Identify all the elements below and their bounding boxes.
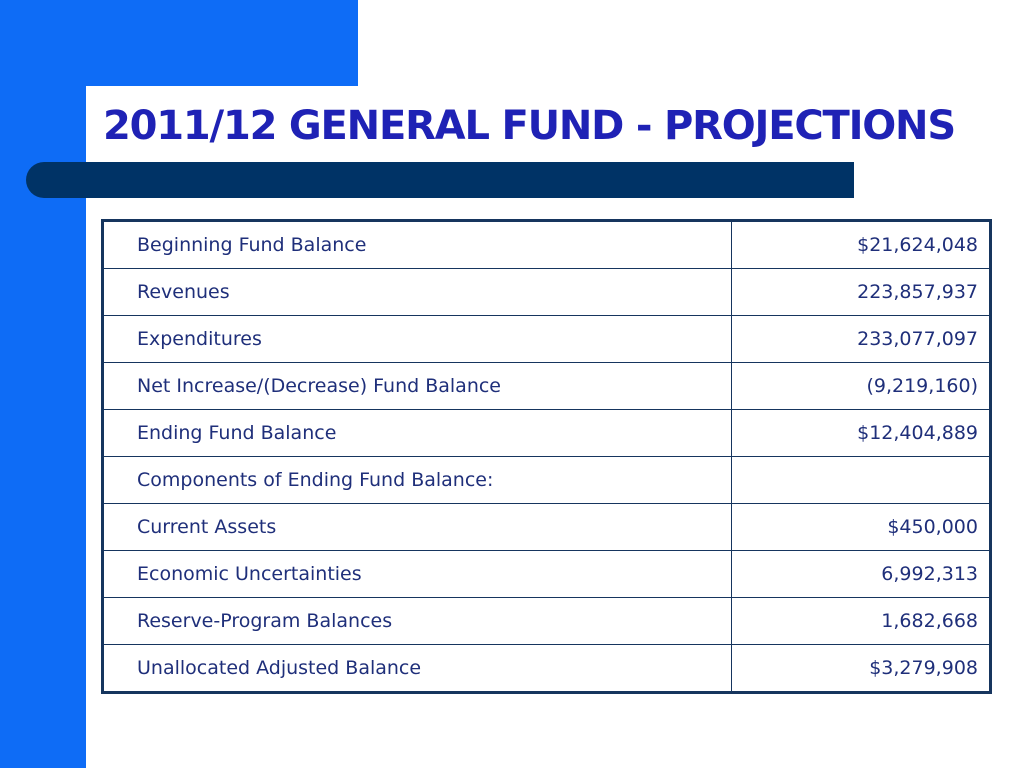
- table-row: [103, 269, 991, 316]
- row-label: Components of Ending Fund Balance:: [103, 457, 732, 504]
- row-value: $3,279,908: [732, 645, 991, 693]
- table-row: [103, 457, 991, 504]
- row-value: $12,404,889: [732, 410, 991, 457]
- table-row: [103, 363, 991, 410]
- table-row: [103, 221, 991, 269]
- row-value: 223,857,937: [732, 269, 991, 316]
- row-value: (9,219,160): [732, 363, 991, 410]
- row-label: Revenues: [103, 269, 732, 316]
- row-label: Current Assets: [103, 504, 732, 551]
- row-value: $21,624,048: [732, 221, 991, 269]
- row-value: [732, 457, 991, 504]
- row-value: 1,682,668: [732, 598, 991, 645]
- top-accent-block: [0, 0, 358, 86]
- row-value: 6,992,313: [732, 551, 991, 598]
- table-row: [103, 504, 991, 551]
- row-label: Unallocated Adjusted Balance: [103, 645, 732, 693]
- row-label: Net Increase/(Decrease) Fund Balance: [103, 363, 732, 410]
- table-row: [103, 645, 991, 693]
- table-row: [103, 316, 991, 363]
- left-accent-bar: [0, 0, 86, 768]
- fund-projections-table: [101, 219, 992, 694]
- row-value: $450,000: [732, 504, 991, 551]
- table-row: [103, 410, 991, 457]
- row-label: Expenditures: [103, 316, 732, 363]
- row-label: Economic Uncertainties: [103, 551, 732, 598]
- row-label: Beginning Fund Balance: [103, 221, 732, 269]
- row-label: Ending Fund Balance: [103, 410, 732, 457]
- title-underline-bar: [26, 162, 854, 198]
- table-row: [103, 598, 991, 645]
- row-value: 233,077,097: [732, 316, 991, 363]
- row-label: Reserve-Program Balances: [103, 598, 732, 645]
- slide-title: 2011/12 GENERAL FUND - PROJECTIONS: [103, 103, 955, 149]
- table-row: [103, 551, 991, 598]
